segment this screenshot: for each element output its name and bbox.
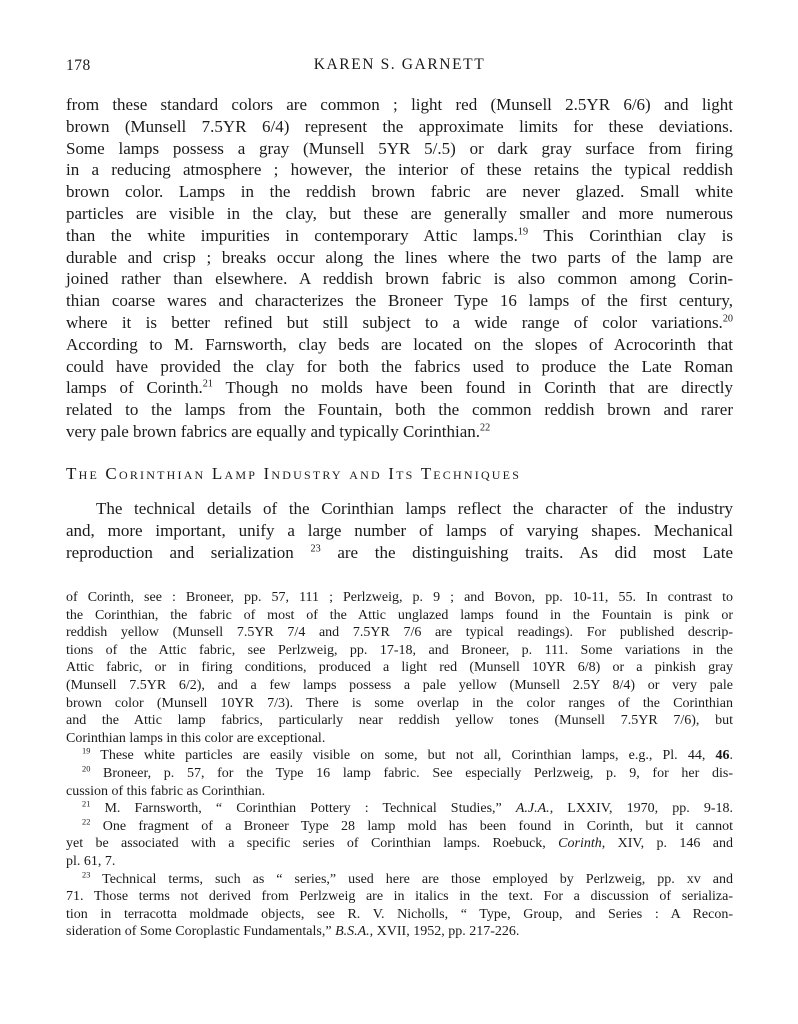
paragraph-continuation [66,94,733,443]
footnote-line: $^{21}$ M. Farnsworth, “ Corinthian Pottery : Technical Studies,” A.J.A., LXXIV, 1970, pp. 9-18. [82,799,734,817]
text-line: than the white impurities in contemporary Attic lamps.$^{19}$ This Corinthian clay is [66,225,733,245]
text-line: thian coarse wares and characterizes the Broneer Type 16 lamps of the first century, [66,291,733,311]
footnote-line: sideration of Some Coroplastic Fundamentals,” B.S.A., XVII, 1952, pp. 217-226. [66,924,520,940]
text-line: brown color. Lamps in the reddish brown fabric are never glazed. Small white [66,182,733,202]
running-head: KAREN S. GARNETT [313,56,486,73]
text-line: in a reducing atmosphere ; however, the interior of these retains the typical reddish [66,160,733,180]
footnotes-block [66,589,733,941]
text-line: brown (Munsell 7.5YR 6/4) represent the approximate limits for these deviations. [66,116,733,136]
text-line: and, more important, unify a large number of lamps of varying shapes. Mechanical [66,520,733,540]
text-line: joined rather than elsewhere. A reddish brown fabric is also common among Corin- [66,269,733,289]
footnote-line: the Corinthian, the fabric of most of the Attic unglazed lamps found in the Fountain is pink or [66,607,733,623]
page-number: 178 [66,57,91,74]
footnote-line: Corinthian lamps in this color are exceptional. [66,730,326,746]
footnote-line: $^{19}$ These white particles are easily visible on some, but not all, Corinthian lamps, e.g., Pl. 44, 46. [82,746,733,764]
footnote-line: reddish yellow (Munsell 7.5YR 7/4 and 7.5YR 7/6 are typical readings). For published descrip- [66,625,733,641]
text-line: could have provided the clay for both the fabrics used to produce the Late Roman [66,356,733,376]
text-line: durable and crisp ; breaks occur along the lines where the two parts of the lamp are [66,247,733,267]
text-line: particles are visible in the clay, but these are generally smaller and more numerous [66,203,733,223]
footnote-line: $^{22}$ One fragment of a Broneer Type 28 lamp mold has been found in Corinth, but it cannot [82,817,733,834]
footnote-line: yet be associated with a specific series of Corinthian lamps. Roebuck, Corinth, XIV, p. 146 and [66,836,733,852]
text-line: lamps of Corinth.$^{21}$ Though no molds have been found in Corinth that are directly [66,378,733,398]
text-line: very pale brown fabrics are equally and typically Corinthian.$^{22}$ [66,421,491,441]
footnote-line: (Munsell 7.5YR 6/2), and a few lamps possess a pale yellow (Munsell 2.5Y 8/4) or very pale [66,677,733,693]
footnote-line: $^{23}$ Technical terms, such as “ series,” used here are those employed by Perlzweig, pp. xv and [82,869,733,887]
footnote-line: tions of the Attic fabric, see Perlzweig, pp. 17-18, and Broneer, p. 111. Some variations in the [66,642,733,658]
text-line: from these standard colors are common ; light red (Munsell 2.5YR 6/6) and light [66,95,733,114]
paragraph [66,498,733,563]
footnote-line: pl. 61, 7. [66,853,116,869]
footnote-line: brown color (Munsell 10YR 7/3). There is some overlap in the color ranges of the Corinthian [66,695,733,711]
page-header [66,56,733,78]
footnote-line: Attic fabric, or in firing conditions, produced a light red (Munsell 10YR 6/8) or a pinkish gray [66,660,733,676]
footnote-line: of Corinth, see : Broneer, pp. 57, 111 ; Perlzweig, p. 9 ; and Bovon, pp. 10-11, 55. In contrast to [66,590,733,605]
text-line: Some lamps possess a gray (Munsell 5YR 5/.5) or dark gray surface from firing [66,138,733,158]
footnote-line: tion in terracotta moldmade objects, see R. V. Nicholls, “ Type, Group, and Series : A Recon- [66,906,733,922]
footnote-line: and the Attic lamp fabrics, particularly near reddish yellow tones (Munsell 7.5YR 7/6), but [66,713,733,729]
section-heading: The Corinthian Lamp Industry and Its Techniques [66,464,522,483]
text-line: The technical details of the Corinthian lamps reflect the character of the industry [96,499,733,518]
footnote-line: $^{20}$ Broneer, p. 57, for the Type 16 lamp fabric. See especially Perlzweig, p. 9, for her dis- [82,764,733,781]
text-line: related to the lamps from the Fountain, both the common reddish brown and rarer [66,400,733,420]
text-line: According to M. Farnsworth, clay beds are located on the slopes of Acrocorinth that [66,334,733,354]
text-line: reproduction and serialization $^{23}$ are the distinguishing traits. As did most Late [66,542,733,562]
footnote-line: cussion of this fabric as Corinthian. [66,783,266,799]
text-line: where it is better refined but still subject to a wide range of color variations.$^{20}$ [66,312,733,332]
footnote-line: 71. Those terms not derived from Perlzweig are in italics in the text. For a discussion of serializa- [66,889,733,905]
